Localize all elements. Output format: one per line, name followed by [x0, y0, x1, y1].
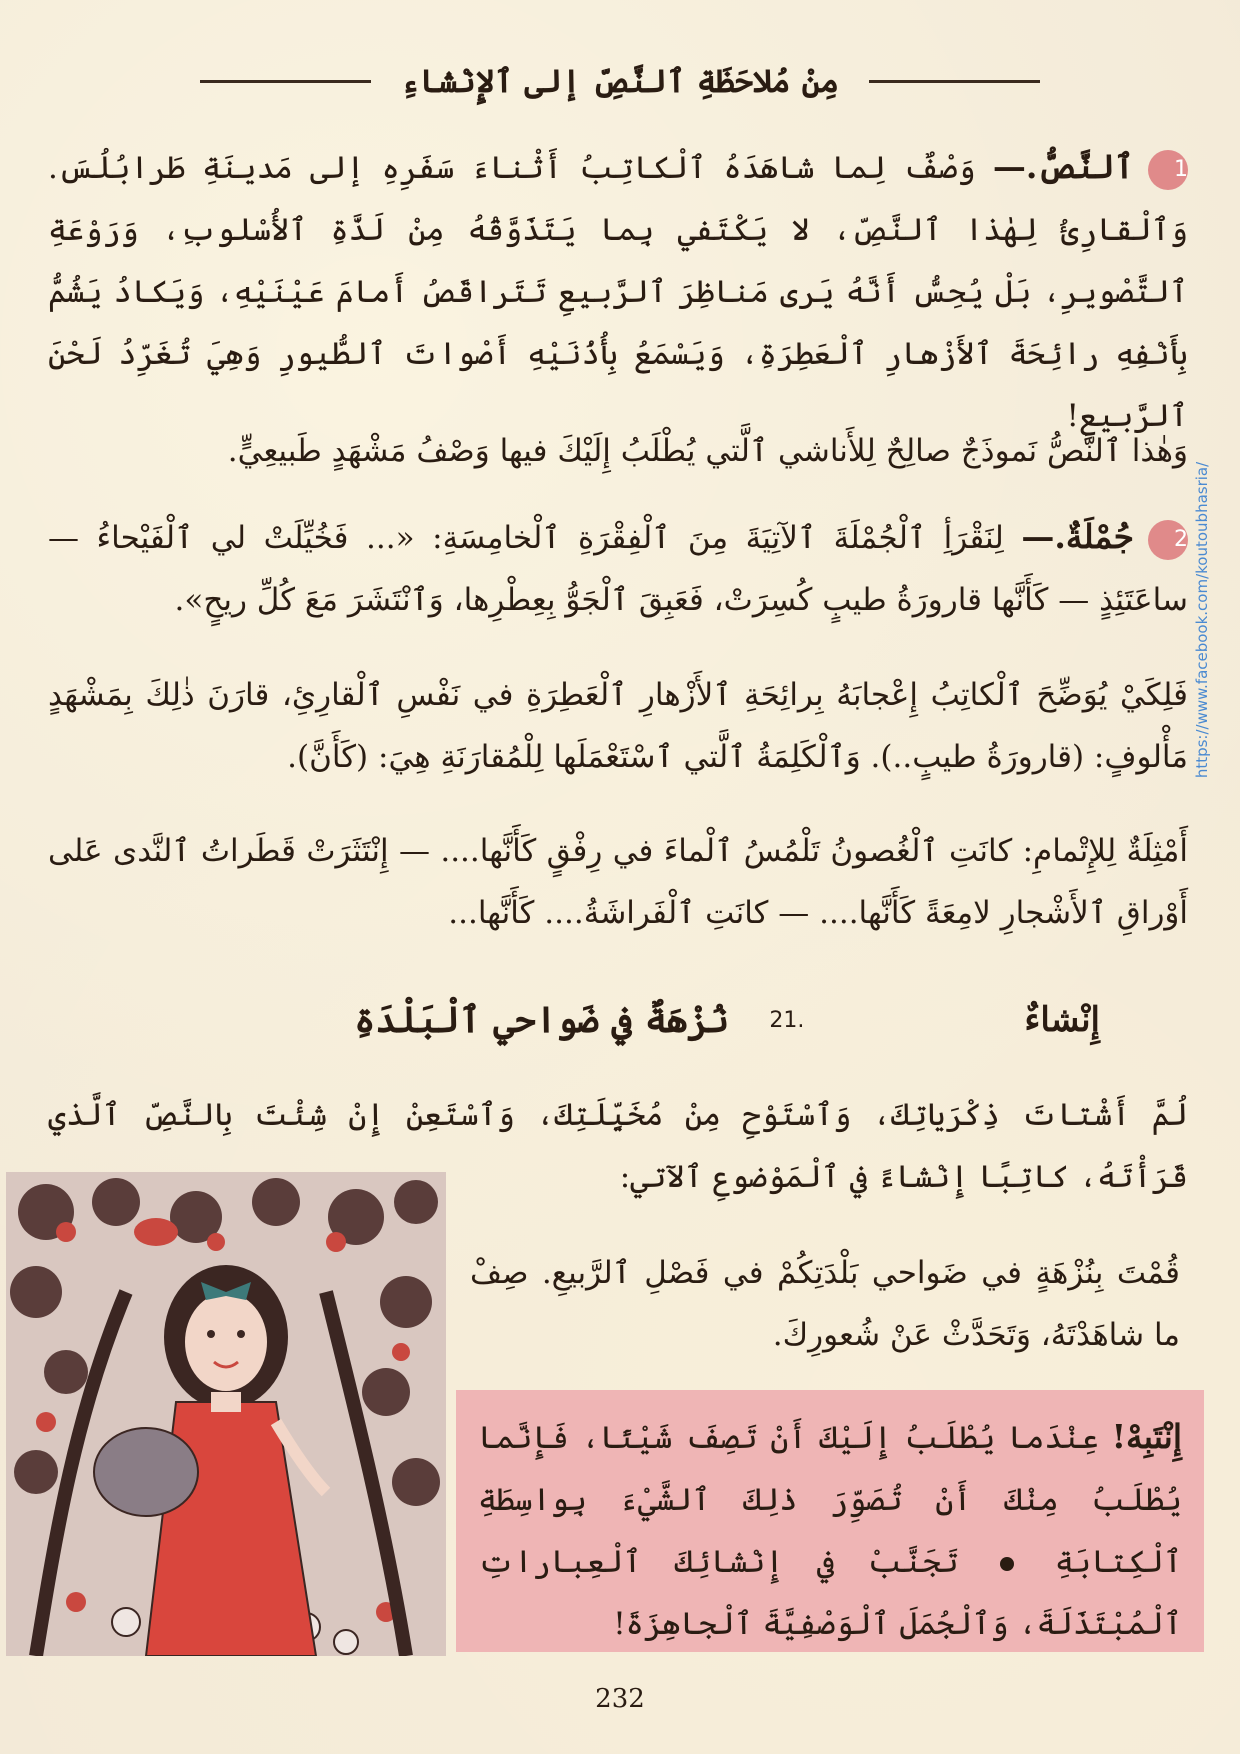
note-text-part1: عِنْدَما يُطْلَبُ إِلَيْكَ أَنْ تَصِفَ شَيْئًا، فَإِنَّما يُطْلَبُ مِنْكَ أَنْ تُصَوِّرَ ذٰلِكَ ٱلشَّيْءَ بِواسِطَةِ ٱلْكِتابَةِ — [478, 1420, 1182, 1580]
section-number-badge: 1 — [1148, 150, 1188, 190]
facebook-link[interactable] — [1182, 440, 1222, 800]
note-label: إِنْتَبِهْ! — [1111, 1417, 1183, 1456]
completion-examples-paragraph: أَمْثِلَةٌ لِلإِتْمامِ: كانَتِ ٱلْغُصونُ تَلْمُسُ ٱلْماءَ في رِفْقٍ كَأَنَّها.... — إِنْتَثَرَتْ قَطَراتُ ٱلنَّدى عَلى أَوْراقِ ٱلأَشْجارِ لامِعَةً كَأَنَّها.... — كانَتِ ٱلْفَراشَةُ.... كَأَنَّها... — [48, 833, 1188, 931]
composition-label: إِنْشاءٌ — [1024, 1000, 1100, 1040]
page-title: مِنْ مُلاحَظَةِ ٱلنَّصِّ إلى ٱلإِنْشاءِ — [400, 62, 840, 100]
header-rule-left — [200, 80, 371, 83]
bullet-icon — [1000, 1557, 1014, 1571]
section-number-badge: 2 — [1148, 520, 1188, 560]
composition-topic: نُزْهَةٌ في ضَواحي ٱلْبَلْدَةِ — [354, 999, 730, 1041]
sentence-section-paragraph — [48, 506, 1188, 631]
section-lead: ٱلنَّصُّ.— — [992, 147, 1134, 186]
section-body: وَصْفٌ لِما شاهَدَهُ ٱلْكاتِبُ أَثْناءَ سَفَرِهِ إلى مَدينَةِ طَرابُلُسَ. وَٱلْقارِئُ لِهٰذا ٱلنَّصِّ، لا يَكْتَفي بِما يَتَذَوَّقُهُ مِنْ لَذَّةِ ٱلأُسْلوبِ، وَرَوْعَةِ ٱلتَّصْويرِ، بَلْ يُحِسُّ أَنَّهُ يَرى مَناظِرَ ٱلرَّبيعِ تَتَراقَصُ أَمامَ عَيْنَيْهِ، وَيَكادُ يَشُمُّ بِأَنْفِهِ رائِحَةَ ٱلأَزْهارِ ٱلْعَطِرَةِ، وَيَسْمَعُ بِأُذُنَيْهِ أَصْواتَ ٱلطُّيورِ وَهِيَ تُغَرِّدُ لَحْنَ ٱلرَّبيعِ! — [48, 150, 1188, 434]
composition-prompt: قُمْتَ بِنُزْهَةٍ في ضَواحي بَلْدَتِكُمْ في فَصْلِ ٱلرَّبيعِ. صِفْ ما شاهَدْتَهُ، وَتَحَدَّثْ عَنْ شُعورِكَ. — [470, 1255, 1180, 1353]
facebook-link-text[interactable]: https://www.facebook.com/koutoubhasria/ — [1193, 461, 1212, 779]
header-rule-right — [869, 80, 1040, 83]
composition-heading — [300, 990, 1100, 1050]
text-section-paragraph — [48, 136, 1188, 447]
attention-note-box — [456, 1390, 1204, 1652]
section-body: لِنَقْرَأِ ٱلْجُمْلَةَ ٱلآتِيَةَ مِنَ ٱلْفِقْرَةِ ٱلْخامِسَةِ: «... فَخُيِّلَتْ لي ٱلْفَيْحاءُ — ساعَتَئِذٍ — كَأَنَّها قارورَةُ طيبٍ كُسِرَتْ، فَعَبِقَ ٱلْجَوُّ بِعِطْرِها، وَٱنْتَشَرَ مَعَ كُلِّ ريحٍ». — [48, 520, 1188, 618]
girl-in-garden-illustration — [6, 1172, 446, 1656]
page-number: 232 — [595, 1684, 645, 1714]
page-header — [200, 56, 1040, 106]
model-text-paragraph: وَهٰذا ٱلنَّصُّ نَموذَجٌ صالِحٌ لِلأَناشي ٱلَّتي يُطْلَبُ إِلَيْكَ فيها وَصْفُ مَشْهَدٍ طَبيعِيٍّ. — [227, 433, 1188, 469]
explanation-paragraph: فَلِكَيْ يُوَضِّحَ ٱلْكاتِبُ إِعْجابَهُ بِرائِحَةِ ٱلأَزْهارِ ٱلْعَطِرَةِ في نَفْسِ ٱلْقارِئِ، قارَنَ ذٰلِكَ بِمَشْهَدٍ مَأْلوفٍ: (قارورَةُ طيبٍ..). وَٱلْكَلِمَةُ ٱلَّتي ٱسْتَعْمَلَها لِلْمُقارَنَةِ هِيَ: (كَأَنَّ). — [48, 677, 1188, 775]
section-lead: جُمْلَةٌ.— — [1021, 517, 1135, 556]
composition-number: .21 — [769, 1007, 805, 1033]
composition-instructions: لُمَّ أَشْتاتَ ذِكْرَياتِكَ، وَٱسْتَوْحِ مِنْ مُخَيِّلَتِكَ، وَٱسْتَعِنْ إِنْ شِئْتَ بِالنَّصِّ ٱلَّذي قَرَأْتَهُ، كاتِبًا إِنْشاءً في ٱلْمَوْضوعِ ٱلآتي: — [48, 1097, 1188, 1195]
note-text-part2: تَجَنَّبْ في إِنْشائِكَ ٱلْعِباراتِ ٱلْمُبْتَذَلَةَ، وَٱلْجُمَلَ ٱلْوَصْفِيَّةَ ٱلْجاهِزَةَ! — [478, 1544, 1182, 1642]
